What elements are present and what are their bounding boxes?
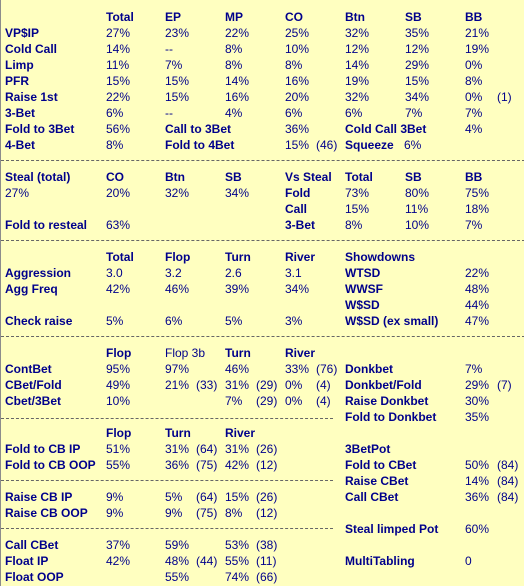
- pf-cell: 20%: [285, 90, 310, 104]
- pf-sample-count: (1): [497, 90, 512, 104]
- vcb-header-turn: Turn: [165, 426, 191, 440]
- vs-steal-row-label: Call: [285, 202, 308, 216]
- tbp-count: (84): [497, 458, 519, 472]
- cb-cell: 33%: [285, 362, 310, 376]
- fold-to-4bet-value: 15%: [285, 138, 310, 152]
- steal-header-total: Steal (total): [5, 170, 71, 184]
- fold-to-resteal-label: Fold to resteal: [5, 218, 88, 232]
- vs-steal-cell: 75%: [465, 186, 490, 200]
- cb-cell: 0%: [285, 378, 303, 392]
- multitabling-label: MultiTabling: [345, 554, 415, 568]
- pf-cell: 6%: [106, 106, 124, 120]
- pf-cell: 6%: [345, 106, 363, 120]
- vcb-cell: 31%: [165, 442, 190, 456]
- pf-cell: 14%: [225, 74, 250, 88]
- pf-cell: 7%: [405, 106, 423, 120]
- squeeze-value: 6%: [404, 138, 422, 152]
- four-bet-value: 8%: [106, 138, 124, 152]
- pf-cell: 4%: [225, 106, 243, 120]
- agg-header-turn: Turn: [225, 250, 251, 264]
- steal-cell: 34%: [225, 186, 250, 200]
- pf-header-bb: BB: [465, 10, 483, 24]
- vcb-cell: 9%: [165, 506, 183, 520]
- vcb-count: (64): [196, 490, 218, 504]
- cb-cell: 21%: [165, 378, 190, 392]
- agg-cell: 3.2: [165, 266, 182, 280]
- cb-cell: 95%: [106, 362, 131, 376]
- pf-cell: 16%: [285, 74, 310, 88]
- cb-cell: 49%: [106, 378, 131, 392]
- vcb-count: (11): [256, 554, 277, 568]
- cb-row-label: Cbet/3Bet: [5, 394, 62, 408]
- vs-steal-header-sb: SB: [405, 170, 422, 184]
- showdown-value: 22%: [465, 266, 490, 280]
- donk-value: 7%: [465, 362, 483, 376]
- vs-steal-cell: 8%: [345, 218, 363, 232]
- agg-cell: 6%: [165, 314, 183, 328]
- pf-cell: 7%: [165, 58, 183, 72]
- vcb-cell: 59%: [165, 538, 190, 552]
- steal-limped-pot-value: 60%: [465, 522, 490, 536]
- tbp-row-label: Fold to CBet: [345, 458, 417, 472]
- donk-value: 29%: [465, 378, 490, 392]
- vs-steal-cell: 18%: [465, 202, 490, 216]
- vcb-header-flop: Flop: [106, 426, 132, 440]
- agg-cell: 5%: [106, 314, 124, 328]
- agg-cell: 46%: [165, 282, 190, 296]
- showdown-label: W$SD (ex small): [345, 314, 439, 328]
- agg-header-flop: Flop: [165, 250, 191, 264]
- pf-cell: 22%: [106, 90, 131, 104]
- vcb-count: (38): [256, 538, 278, 552]
- vcb-cell: 8%: [225, 506, 243, 520]
- vcb-row-label: Call CBet: [5, 538, 59, 552]
- vcb-cell: 55%: [165, 570, 190, 584]
- cb-count: (29): [256, 378, 278, 392]
- pf-header-sb: SB: [405, 10, 422, 24]
- call-to-3bet-value: 36%: [285, 122, 310, 136]
- pf-cell: 0%: [465, 90, 483, 104]
- pf-header-btn: Btn: [345, 10, 365, 24]
- vcb-row-label: Fold to CB IP: [5, 442, 81, 456]
- steal-cell: 32%: [165, 186, 190, 200]
- vcb-count: (26): [256, 490, 278, 504]
- showdown-value: 47%: [465, 314, 490, 328]
- vcb-row-label: Raise CB OOP: [5, 506, 88, 520]
- vcb-count: (44): [196, 554, 218, 568]
- agg-cell: 3.1: [285, 266, 302, 280]
- steal-limped-pot-label: Steal limped Pot: [345, 522, 439, 536]
- pf-row-label: Limp: [5, 58, 34, 72]
- vcb-cell: 36%: [165, 458, 190, 472]
- vcb-cell: 5%: [165, 490, 183, 504]
- donk-label: Fold to Donkbet: [345, 410, 437, 424]
- pf-row-label: PFR: [5, 74, 29, 88]
- pf-cell: 19%: [465, 42, 490, 56]
- vs-steal-cell: 80%: [405, 186, 430, 200]
- steal-cell: 27%: [5, 186, 30, 200]
- section-divider: [1, 240, 524, 241]
- vcb-row-label: Float IP: [5, 554, 49, 568]
- cb-header-river: River: [285, 346, 316, 360]
- tbp-row-label: Call CBet: [345, 490, 399, 504]
- cb-count: (33): [196, 378, 218, 392]
- agg-header-river: River: [285, 250, 316, 264]
- cb-row-label: ContBet: [5, 362, 52, 376]
- vcb-cell: 42%: [106, 554, 131, 568]
- cb-row-label: CBet/Fold: [5, 378, 62, 392]
- pf-cell: 25%: [285, 26, 310, 40]
- vs-steal-header-bb: BB: [465, 170, 483, 184]
- vs-steal-row-label: Fold: [285, 186, 311, 200]
- cold-call-3bet-label: Cold Call 3Bet: [345, 122, 427, 136]
- vcb-cell: 48%: [165, 554, 190, 568]
- vcb-cell: 55%: [106, 458, 131, 472]
- vs-steal-cell: 73%: [345, 186, 370, 200]
- donk-count: (7): [497, 378, 512, 392]
- pf-cell: 27%: [106, 26, 131, 40]
- pf-header-ep: EP: [165, 10, 182, 24]
- tbp-value: 50%: [465, 458, 490, 472]
- pf-cell: 8%: [225, 42, 243, 56]
- pf-row-label: 3-Bet: [5, 106, 36, 120]
- showdown-label: W$SD: [345, 298, 380, 312]
- vs-steal-cell: 15%: [345, 202, 370, 216]
- pf-cell: 12%: [405, 42, 430, 56]
- pf-cell: 32%: [345, 90, 370, 104]
- pf-cell: 23%: [165, 26, 190, 40]
- agg-cell: 3%: [285, 314, 303, 328]
- tbp-count: (84): [497, 490, 519, 504]
- vs-steal-cell: 10%: [405, 218, 430, 232]
- showdowns-header: Showdowns: [345, 250, 415, 264]
- pf-cell: 19%: [345, 74, 370, 88]
- vcb-cell: 9%: [106, 506, 124, 520]
- pf-header-total: Total: [106, 10, 134, 24]
- vs-steal-cell: 7%: [465, 218, 483, 232]
- vcb-cell: 55%: [225, 554, 250, 568]
- pf-row-label: Cold Call: [5, 42, 58, 56]
- section-divider: [1, 160, 524, 161]
- cb-cell: 0%: [285, 394, 303, 408]
- fold-to-resteal-value: 63%: [106, 218, 131, 232]
- agg-cell: 34%: [285, 282, 310, 296]
- cb-cell: 46%: [225, 362, 250, 376]
- cb-cell: 97%: [165, 362, 190, 376]
- pf-cell: --: [165, 42, 173, 56]
- pf-cell: 12%: [345, 42, 370, 56]
- cb-cell: 7%: [225, 394, 243, 408]
- pf-cell: 10%: [285, 42, 310, 56]
- pf-cell: 22%: [225, 26, 250, 40]
- vs-steal-cell: 11%: [405, 202, 429, 216]
- pf-cell: 11%: [106, 58, 130, 72]
- section-divider: [1, 480, 333, 481]
- donk-label: Raise Donkbet: [345, 394, 429, 408]
- vcb-count: (64): [196, 442, 218, 456]
- pf-cell: 7%: [465, 106, 483, 120]
- vcb-cell: 53%: [225, 538, 250, 552]
- section-divider: [1, 418, 333, 419]
- vs-steal-row-label: 3-Bet: [285, 218, 316, 232]
- showdown-label: WWSF: [345, 282, 383, 296]
- steal-header-co: CO: [106, 170, 124, 184]
- call-to-3bet-label: Call to 3Bet: [165, 122, 232, 136]
- pf-cell: 35%: [405, 26, 430, 40]
- cold-call-3bet-value: 4%: [465, 122, 483, 136]
- tbp-row-label: Raise CBet: [345, 474, 409, 488]
- vcb-header-river: River: [225, 426, 256, 440]
- pf-cell: 21%: [465, 26, 490, 40]
- pf-header-mp: MP: [225, 10, 243, 24]
- steal-header-sb: SB: [225, 170, 242, 184]
- vcb-cell: 15%: [225, 490, 250, 504]
- pf-row-label: Raise 1st: [5, 90, 58, 104]
- vcb-cell: 74%: [225, 570, 250, 584]
- donk-value: 30%: [465, 394, 490, 408]
- agg-cell: 42%: [106, 282, 131, 296]
- steal-header-btn: Btn: [165, 170, 185, 184]
- tbp-value: 14%: [465, 474, 490, 488]
- three-bet-pot-title: 3BetPot: [345, 442, 391, 456]
- agg-row-label: Check raise: [5, 314, 73, 328]
- squeeze-label: Squeeze: [345, 138, 394, 152]
- vcb-cell: 31%: [225, 442, 250, 456]
- agg-cell: 39%: [225, 282, 250, 296]
- cb-cell: 10%: [106, 394, 131, 408]
- pf-cell: 8%: [285, 58, 303, 72]
- vcb-count: (75): [196, 458, 218, 472]
- agg-cell: 5%: [225, 314, 243, 328]
- agg-cell: 2.6: [225, 266, 242, 280]
- vcb-cell: 51%: [106, 442, 131, 456]
- fold-to-4bet-label: Fold to 4Bet: [165, 138, 235, 152]
- cb-count: (76): [316, 362, 338, 376]
- cb-header-flop: Flop: [106, 346, 132, 360]
- pf-cell: 15%: [405, 74, 430, 88]
- four-bet-label: 4-Bet: [5, 138, 36, 152]
- pf-cell: 6%: [285, 106, 303, 120]
- pf-cell: 34%: [405, 90, 430, 104]
- vcb-count: (66): [256, 570, 278, 584]
- vs-steal-header: Vs Steal: [285, 170, 332, 184]
- fold-to-4bet-count: (46): [316, 138, 338, 152]
- vcb-cell: 42%: [225, 458, 250, 472]
- vcb-row-label: Raise CB IP: [5, 490, 73, 504]
- cb-cell: 31%: [225, 378, 250, 392]
- pf-cell: 16%: [225, 90, 250, 104]
- cb-header-turn: Turn: [225, 346, 251, 360]
- pf-cell: 14%: [106, 42, 131, 56]
- fold-to-3bet-label: Fold to 3Bet: [5, 122, 75, 136]
- showdown-value: 44%: [465, 298, 490, 312]
- vcb-count: (75): [196, 506, 218, 520]
- pf-cell: 14%: [345, 58, 370, 72]
- showdown-label: WTSD: [345, 266, 381, 280]
- pf-cell: 29%: [405, 58, 430, 72]
- vcb-count: (12): [256, 458, 278, 472]
- pf-cell: 8%: [465, 74, 483, 88]
- agg-row-label: Aggression: [5, 266, 72, 280]
- donk-label: Donkbet: [345, 362, 393, 376]
- donk-value: 35%: [465, 410, 490, 424]
- pf-header-co: CO: [285, 10, 303, 24]
- cb-header-flop3b: Flop 3b: [165, 346, 206, 360]
- vcb-count: (26): [256, 442, 278, 456]
- pf-cell: 15%: [165, 90, 190, 104]
- pf-cell: 32%: [345, 26, 370, 40]
- tbp-count: (84): [497, 474, 519, 488]
- section-divider: [1, 336, 524, 337]
- pf-cell: --: [165, 106, 173, 120]
- pf-cell: 15%: [106, 74, 131, 88]
- vcb-cell: 9%: [106, 490, 124, 504]
- pf-cell: 8%: [225, 58, 243, 72]
- pf-cell: 0%: [465, 58, 483, 72]
- cb-count: (29): [256, 394, 278, 408]
- vcb-count: (12): [256, 506, 278, 520]
- vcb-row-label: Float OOP: [5, 570, 64, 584]
- pf-row-label: VP$IP: [5, 26, 40, 40]
- cb-count: (4): [316, 378, 331, 392]
- steal-cell: 20%: [106, 186, 131, 200]
- showdown-value: 48%: [465, 282, 490, 296]
- agg-cell: 3.0: [106, 266, 123, 280]
- section-divider: [1, 528, 333, 529]
- pf-cell: 15%: [165, 74, 190, 88]
- vs-steal-header-total: Total: [345, 170, 373, 184]
- vcb-row-label: Fold to CB OOP: [5, 458, 96, 472]
- multitabling-value: 0: [465, 554, 472, 568]
- cb-count: (4): [316, 394, 331, 408]
- tbp-value: 36%: [465, 490, 490, 504]
- donk-label: Donkbet/Fold: [345, 378, 422, 392]
- vcb-cell: 37%: [106, 538, 131, 552]
- fold-to-3bet-value: 56%: [106, 122, 131, 136]
- agg-row-label: Agg Freq: [5, 282, 58, 296]
- agg-header-total: Total: [106, 250, 134, 264]
